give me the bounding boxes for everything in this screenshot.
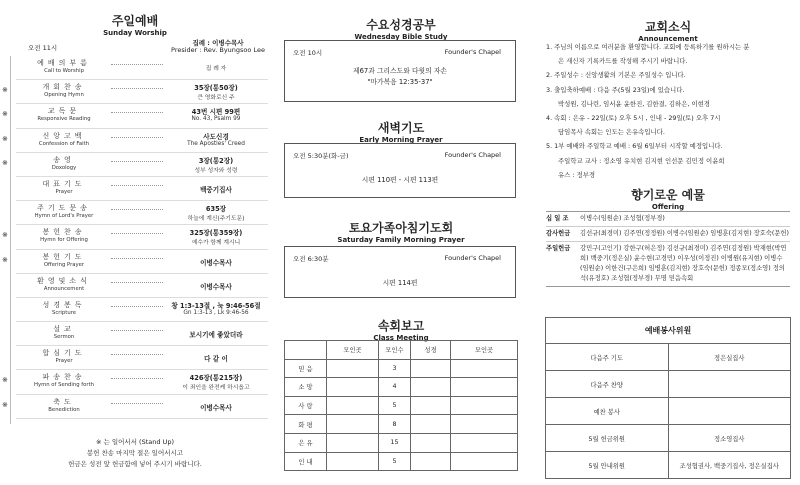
order-item: [2, 250, 268, 274]
table-cell: [451, 378, 518, 397]
table-cell: [327, 415, 379, 434]
order-item-value: [166, 203, 266, 222]
announcement-line: 유스 : 정부경: [558, 170, 596, 179]
offering-header: [536, 186, 800, 211]
sunday-worship-title: 주일예배: [111, 14, 159, 28]
order-item: [2, 370, 268, 394]
worship-footer-line: 헌금은 성전 앞 헌금함에 넣어 주시기 바랍니다.: [68, 460, 202, 468]
table-cell: [451, 396, 518, 415]
table-row: [546, 398, 791, 425]
offering-list: [546, 211, 790, 287]
table-cell: [411, 396, 451, 415]
class-meeting-header: [276, 317, 526, 342]
order-item: [16, 177, 268, 201]
dawn-header: [276, 119, 526, 144]
order-item-name-ko: 설교: [53, 325, 75, 334]
dawn-time: 오전 5:30분(화-금): [293, 152, 349, 160]
wednesday-place: Founder's Chapel: [444, 48, 501, 56]
dot-leader: [111, 64, 163, 65]
table-row: [285, 452, 518, 471]
dot-leader: [111, 282, 163, 283]
table-row: [285, 378, 518, 397]
sunday-worship-title-en: Sunday Worship: [103, 29, 167, 37]
table-cell: [411, 378, 451, 397]
table-row: [546, 452, 791, 479]
volunteer-names: 정소영집사: [668, 425, 791, 452]
dot-leader: [111, 185, 163, 186]
saturday-title: 토요가족아침기도회: [348, 221, 454, 235]
order-item-name: [24, 227, 104, 243]
worship-presider: Presider : Rev. Byungsoo Lee: [171, 46, 265, 54]
order-item-name-ko: 봉헌기도: [42, 252, 86, 261]
dot-leader: [111, 88, 163, 89]
volunteer-names: 조성협권사, 백중기집사, 정은실집사: [668, 452, 791, 479]
order-item-name-ko: 주기도문송: [37, 204, 91, 213]
order-item-value: [166, 184, 266, 194]
order-item: [2, 104, 268, 128]
class-meeting-table: [284, 340, 518, 471]
offering-title-en: Offering: [651, 203, 685, 211]
table-cell: [327, 452, 379, 471]
order-item-name-ko: 축도: [53, 397, 75, 406]
wednesday-box: [284, 40, 516, 102]
order-item: [16, 56, 268, 80]
stand-mark: ※: [2, 158, 8, 167]
order-item-name: [24, 179, 104, 195]
order-item-value-main: 창 1:3-13절 , 눅 9:46-56절: [171, 301, 261, 310]
saturday-box: [284, 246, 516, 298]
wednesday-lesson: 제67과 그리스도와 다윗의 자손: [353, 67, 447, 75]
order-item-name-ko: 대표기도: [42, 179, 86, 188]
table-cell: [327, 378, 379, 397]
announcement-title: 교회소식: [644, 20, 692, 34]
dot-leader: [111, 330, 163, 331]
offering-row: [546, 212, 790, 227]
wednesday-header: [276, 16, 526, 41]
dot-leader: [111, 161, 163, 162]
order-item-name-ko: 예배의부름: [37, 59, 91, 67]
order-item-name-en: Hymn for Offering: [40, 237, 88, 244]
order-item: [2, 129, 268, 153]
dot-leader: [111, 354, 163, 355]
order-item-value-main: 사도신경: [203, 132, 229, 141]
order-item-name-en: Call to Worship: [44, 68, 84, 74]
table-row: [285, 396, 518, 415]
table-cell: [327, 359, 379, 378]
offering-label: 주일헌금: [546, 245, 571, 252]
table-header: 성경: [411, 341, 451, 360]
order-item-value-main: 이병수목사: [200, 282, 232, 291]
table-cell: 8: [379, 415, 411, 434]
volunteer-names: [668, 371, 791, 398]
saturday-time: 오전 6:30분: [293, 255, 329, 263]
table-header-row: [285, 341, 518, 360]
order-item-name-en: Offering Prayer: [43, 261, 85, 268]
order-item: [16, 201, 268, 225]
order-item: [2, 225, 268, 249]
table-cell: [411, 415, 451, 434]
table-header: 모인곳: [327, 341, 379, 360]
table-row: [546, 425, 791, 452]
order-item-value-main: 426장(통215장): [189, 374, 243, 383]
order-item-name: [24, 276, 104, 292]
wednesday-title-en: Wednesday Bible Study: [354, 33, 448, 41]
offering-title: 향기로운 예물: [631, 188, 705, 202]
offering-row: [546, 227, 790, 242]
dot-leader: [111, 209, 163, 210]
order-item-value-main: 이병수목사: [200, 403, 232, 412]
order-item-name-en: Doxology: [51, 164, 77, 171]
order-item-name: [24, 300, 104, 316]
dot-leader: [111, 258, 163, 259]
order-item-value-sub: 예수가 함께 계시니: [191, 240, 241, 247]
table-cell: 5: [379, 396, 411, 415]
worship-order-list: [2, 56, 268, 419]
order-item-value-main: 43번 시편 99편: [191, 108, 241, 117]
stand-mark: ※: [2, 400, 8, 409]
order-item-name-en: Hymn of Lord's Prayer: [34, 213, 94, 220]
table-cell: 사 랑: [285, 396, 327, 415]
order-item-value-main: 635장: [205, 205, 227, 214]
worship-footer-line: ※ 는 일어서서 (Stand Up): [96, 438, 174, 446]
order-item: [16, 298, 268, 322]
dot-leader: [111, 306, 163, 307]
table-cell: 은 유: [285, 433, 327, 452]
table-cell: 15: [379, 433, 411, 452]
table-header: 모인수: [379, 341, 411, 360]
dawn-place: Founder's Chapel: [444, 151, 501, 159]
announcement-line: 담임목사 속회는 인도는 은유속입니다.: [558, 128, 665, 137]
order-item-value-main: 보시기에 좋았더라: [189, 331, 243, 340]
table-cell: [411, 433, 451, 452]
worship-footer-line: 봉헌 찬송 마지막 절은 일어서시고: [86, 449, 184, 457]
saturday-title-en: Saturday Family Morning Prayer: [337, 236, 465, 244]
dot-leader: [111, 378, 163, 379]
order-item-name-ko: 합심기도: [42, 349, 86, 358]
order-item-value: [166, 402, 266, 412]
table-cell: [451, 415, 518, 434]
order-item-name-ko: 교독문: [47, 107, 81, 116]
order-item-value: [166, 281, 266, 291]
order-item-name: [24, 106, 104, 122]
order-item-value-main: 3장(통2장): [198, 156, 234, 165]
offering-names: 김선규(최경미) 김주연(정정원) 이병수(임원순) 임병훈(김지현) 장호숙(문헌): [580, 230, 789, 237]
volunteer-role: 5월 안내위원: [546, 452, 669, 479]
table-header: 모인곳: [451, 341, 518, 360]
order-item-name-en: Announcement: [43, 285, 85, 292]
order-item-value: [166, 372, 266, 391]
order-item-value-main: 다 같 이: [204, 355, 228, 364]
order-item-value-sub: No. 43, Psalm 99: [191, 116, 241, 123]
order-item-name: [24, 155, 104, 171]
order-item-name-en: Sermon: [53, 334, 75, 341]
dot-leader: [111, 137, 163, 138]
announcement-title-en: Announcement: [638, 35, 698, 43]
order-item-value: [166, 82, 266, 101]
order-item-name: [24, 397, 104, 413]
order-item-value: [166, 155, 266, 174]
table-cell: 4: [379, 378, 411, 397]
table-cell: 믿 음: [285, 359, 327, 378]
dot-leader: [111, 233, 163, 234]
dawn-title-en: Early Morning Prayer: [359, 136, 443, 144]
order-item-value-sub: Gn 1:3-13 , Lk 9:46-56: [183, 309, 249, 316]
order-item-name-en: Benediction: [48, 406, 80, 413]
stand-mark: ※: [2, 376, 8, 385]
worship-time: 오전 11시: [28, 44, 58, 52]
dawn-box: [284, 143, 516, 198]
announcement-line: 4. 속회 : 은유 - 22일(토) 오후 5시 , 인내 - 29일(토) 오후 7시: [546, 114, 721, 123]
order-item-name: [24, 203, 104, 219]
order-item-name-en: Hymn of Sending forth: [33, 382, 95, 389]
order-item-value-sub: The Apostles' Creed: [187, 140, 245, 147]
volunteer-role: 다음주 찬양: [546, 371, 669, 398]
order-item-name: [24, 82, 104, 98]
order-item-name: [24, 372, 104, 388]
table-row: [546, 344, 791, 371]
table-cell: [327, 433, 379, 452]
order-item: [2, 80, 268, 104]
table-cell: [451, 433, 518, 452]
table-cell: 3: [379, 359, 411, 378]
order-item: [16, 346, 268, 370]
table-cell: [411, 359, 451, 378]
order-item-value: [166, 300, 266, 316]
order-item-name: [24, 252, 104, 268]
order-divider: [10, 56, 11, 424]
order-item-name: [24, 324, 104, 340]
order-item-value: [166, 63, 266, 72]
offering-names: 이병수(임원순) 조성협(정부경): [580, 215, 665, 222]
order-item-value: [166, 329, 266, 339]
order-item-name-en: Responsive Reading: [37, 116, 91, 123]
order-item-name: [24, 131, 104, 147]
announcement-line: 1. 주님의 이름으로 여러분을 환영합니다. 교회에 등록하기를 원하시는 분: [546, 43, 750, 51]
stand-mark: ※: [2, 86, 8, 95]
order-item: [16, 322, 268, 346]
announcement-line: 박성원, 김나린, 임서윤 윤한진, 김한결, 김하은, 이현경: [558, 99, 710, 108]
volunteer-role: 5월 헌금위원: [546, 425, 669, 452]
announcement-list: [546, 40, 796, 182]
order-item-value: [166, 131, 266, 147]
order-item-name: [24, 58, 104, 74]
announcement-line: 3. 출입축하예배 : 다음 주(5월 23일)에 있습니다.: [546, 85, 685, 94]
dawn-title: 새벽기도: [377, 121, 425, 135]
order-item-name-ko: 성경봉독: [42, 300, 86, 309]
stand-mark: ※: [2, 255, 8, 264]
worship-footer: [0, 437, 270, 470]
announcement-line: 은 새신자 기록카드를 작성해 주시기 바랍니다.: [558, 57, 688, 66]
order-item-name-en: Opening Hymn: [44, 92, 84, 99]
dawn-scripture: 시편 110편 - 시편 113편: [361, 176, 439, 184]
order-item: [2, 395, 268, 419]
table-row: [546, 371, 791, 398]
announcement-line: 2. 주일성수 : 신앙생활의 기본은 주일성수 입니다.: [546, 71, 686, 80]
order-item-value: [166, 257, 266, 267]
sunday-worship-header: [0, 12, 270, 37]
table-row: [285, 433, 518, 452]
wednesday-scripture: "마가복음 12:35-37": [367, 78, 433, 86]
order-item-name-ko: 송영: [53, 155, 75, 164]
table-cell: [451, 452, 518, 471]
table-cell: [411, 452, 451, 471]
offering-label: 감사헌금: [546, 230, 571, 237]
table-cell: 소 망: [285, 378, 327, 397]
table-cell: 5: [379, 452, 411, 471]
order-item-value: [166, 353, 266, 363]
order-item-value-main: 35장(통50장): [194, 84, 238, 93]
order-item-value-main: 백중기집사: [200, 185, 232, 194]
order-item-value-sub: 집 례 자: [205, 66, 227, 72]
announcement-line: 5. 1부 예배와 주일학교 예배 : 6월 6일부터 시작할 예정입니다.: [546, 142, 723, 151]
saturday-scripture: 시편 114편: [382, 279, 418, 287]
order-item-name-ko: 봉헌찬송: [42, 228, 86, 237]
offering-row: [546, 242, 790, 286]
order-item-name-ko: 개회찬송: [42, 83, 86, 92]
order-item-name-ko: 환영및소식: [37, 276, 91, 285]
saturday-header: [276, 219, 526, 244]
stand-mark: ※: [2, 110, 8, 119]
announcement-line: 주일학교 교사 : 정소영 유치현 김지현 인선문 김민정 이윤희: [558, 156, 725, 165]
order-item-value-sub: 성부 성자와 성령: [194, 167, 238, 174]
table-cell: 인 내: [285, 452, 327, 471]
order-item-value-sub: 하늘에 계신(주기도문): [187, 216, 245, 223]
order-item-value: [166, 227, 266, 246]
dot-leader: [111, 112, 163, 113]
offering-label: 십 일 조: [546, 215, 569, 222]
volunteer-role: 다음주 기도: [546, 344, 669, 371]
volunteers-title: 예배봉사위원: [546, 318, 791, 344]
order-item-name-ko: 파송찬송: [42, 373, 86, 382]
order-item-name: [24, 348, 104, 364]
wednesday-time: 오전 10시: [293, 49, 323, 57]
table-cell: [451, 359, 518, 378]
dot-leader: [111, 403, 163, 404]
class-meeting-title-en: Class Meeting: [373, 334, 429, 342]
table-cell: 화 평: [285, 415, 327, 434]
order-item-name-en: Prayer: [55, 358, 73, 365]
table-row: [285, 359, 518, 378]
table-cell: [327, 396, 379, 415]
volunteers-table: [545, 317, 791, 479]
order-item-value: [166, 106, 266, 122]
table-row: [285, 415, 518, 434]
stand-mark: ※: [2, 134, 8, 143]
class-meeting-title: 속회보고: [377, 319, 425, 333]
worship-leader: 집례 : 이병수목사: [192, 39, 244, 47]
volunteer-names: [668, 398, 791, 425]
order-item-value-main: 325장(통359장): [189, 229, 243, 238]
wednesday-title: 수요성경공부: [366, 18, 436, 32]
stand-mark: ※: [2, 231, 8, 240]
order-item-value-main: 이병수목사: [200, 258, 232, 267]
order-item-value-sub: 큰 영화로신 주: [197, 95, 235, 102]
order-item-name-en: Confession of Faith: [38, 140, 90, 147]
order-item-name-en: Prayer: [55, 188, 73, 195]
volunteer-role: 예찬 봉사: [546, 398, 669, 425]
order-item-value-sub: 이 죄인을 완전케 하시옵고: [182, 385, 250, 392]
offering-names: 강민구(고인기) 강한구(허은정) 김선규(최경미) 김주연(김정원) 박재현(박연희) 백중기(정은실) 윤수현(고경민) 이우성(이정진) 이병원(유지현) 이병수(임원순) 이한건(구은희) 임병훈(김지현) 장호숙(문헌) 정종모(정소영) 정의석(유정호) 조성협(정부경) 무명 믿음속회: [580, 245, 787, 282]
order-item-name-ko: 신앙고백: [42, 131, 86, 140]
table-header: [285, 341, 327, 360]
order-item: [2, 153, 268, 177]
order-item: [16, 274, 268, 298]
saturday-place: Founder's Chapel: [444, 254, 501, 262]
volunteer-names: 정은실집사: [668, 344, 791, 371]
order-item-name-en: Scripture: [51, 309, 77, 316]
